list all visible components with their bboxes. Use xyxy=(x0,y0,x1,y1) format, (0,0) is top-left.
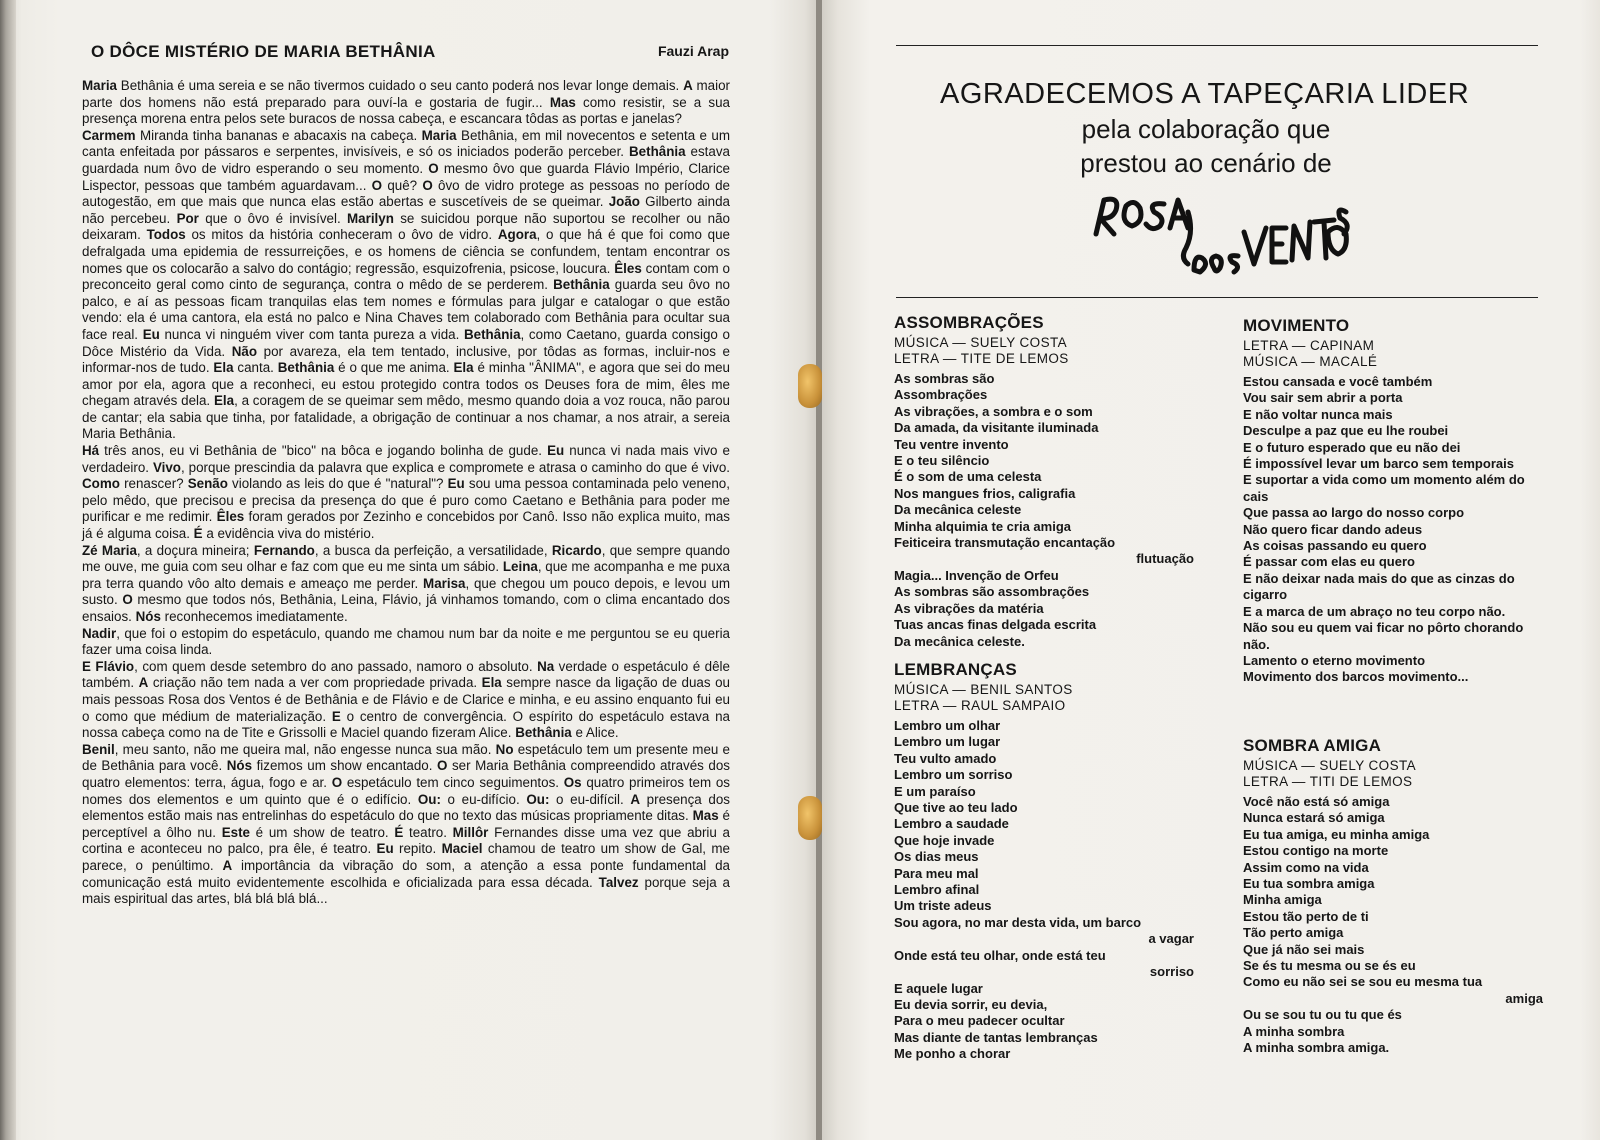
bold-lead-word: Por xyxy=(176,210,199,226)
lyric-line: As sombras são assombrações xyxy=(894,584,1090,600)
paragraph-text: espetáculo tem um presente meu e de Bethânia para você. xyxy=(82,741,731,774)
lyric-line: Mas diante de tantas lembranças xyxy=(894,1029,1098,1045)
paragraph-text: , que foi o estopim do espetáculo, quando me chamou num bar da noite e me perguntou se eu queria fazer uma coisa linda. xyxy=(82,625,730,658)
paragraph-text: Bethânia, em mil novecentos e setenta e um canta enfeitada por pássaros e serpentes, invisíveis, e só os iniciados poderão perceber. xyxy=(82,127,730,160)
lyric-line: Desculpe a paz que eu lhe roubei xyxy=(1243,423,1449,439)
song-lyrics xyxy=(894,371,1194,650)
song-lyrics xyxy=(1243,794,1543,1057)
lyric-line: As vibrações da matéria xyxy=(894,600,1044,616)
lyric-line: Lamento o eterno movimento xyxy=(1243,652,1426,668)
lyric-line: Movimento dos barcos movimento... xyxy=(1243,669,1469,685)
lyric-line: Eu devia sorrir, eu devia, xyxy=(894,996,1048,1012)
lyric-line: Que passa ao largo do nosso corpo xyxy=(1243,505,1465,521)
paragraph-text: os mitos da história conheceram o ôvo de vidro. xyxy=(185,227,498,243)
paragraph-text: contam com o preconceito geral como cinto de segurança, contra o mêdo de se perderem. xyxy=(82,260,730,293)
bold-lead-word: A xyxy=(683,78,693,93)
lyric-line: Para o meu padecer ocultar xyxy=(894,1013,1065,1029)
bold-lead-word: Senão xyxy=(187,476,228,492)
bold-lead-word: Este xyxy=(221,824,250,840)
lyric-line: E o teu silêncio xyxy=(894,453,990,469)
bold-lead-word: Nós xyxy=(135,609,161,624)
bold-lead-word: Mas xyxy=(692,808,719,824)
staple-top xyxy=(798,364,822,408)
lyric-line: sorriso xyxy=(1149,964,1194,980)
bold-lead-word: Maria xyxy=(421,127,457,143)
bold-lead-word: Marisa xyxy=(423,575,466,591)
paragraph-text: teatro. xyxy=(403,824,453,840)
lyric-line: Da mecânica celeste. xyxy=(894,633,1025,649)
song-credit: MÚSICA — SUELY COSTA xyxy=(1243,758,1417,773)
article-paragraph xyxy=(82,659,730,742)
middle-rule xyxy=(896,297,1538,298)
article-paragraph xyxy=(82,742,730,908)
paragraph-text: quê? xyxy=(382,177,423,193)
bold-lead-word: Êles xyxy=(216,509,245,525)
bold-lead-word: Mas xyxy=(549,94,576,110)
bold-lead-word: E Flávio xyxy=(82,658,135,674)
paragraph-text: repito. xyxy=(393,841,442,857)
paragraph-text: Bethânia é uma sereia e se não tivermos cuidado o seu canto poderá nos levar longe demais. xyxy=(116,78,684,93)
bold-lead-word: O xyxy=(422,177,433,193)
paragraph-text: , com quem desde setembro do ano passado, namoro o absoluto. xyxy=(134,658,538,674)
binding-gutter xyxy=(816,0,822,1140)
paragraph-text: o eu-difícil. xyxy=(549,791,631,807)
paragraph-text: , como Caetano, guarda consigo o Dôce Mistério da Vida. xyxy=(82,326,730,359)
bold-lead-word: Há xyxy=(82,443,100,459)
lyric-line: Lembro a saudade xyxy=(894,816,1009,832)
lyric-line: Tão perto amiga xyxy=(1243,925,1344,941)
lyric-line: Se és tu mesma ou se és eu xyxy=(1243,958,1416,974)
lyric-line: Que tive ao teu lado xyxy=(894,800,1018,816)
paragraph-text: , meu santo, não me queira mal, não engesse nunca sua mão. xyxy=(114,741,496,757)
bold-lead-word: Maciel xyxy=(441,841,483,857)
lyric-line: Minha amiga xyxy=(1243,892,1322,908)
song-credit: LETRA — RAUL SAMPAIO xyxy=(894,698,1066,713)
paragraph-text: nunca vi nada mais vivo e verdadeiro. xyxy=(82,443,730,475)
bold-lead-word: O xyxy=(122,592,133,608)
top-rule xyxy=(896,45,1538,46)
paragraph-text: espetáculo tem cinco seguimentos. xyxy=(342,774,564,790)
lyric-line: Que já não sei mais xyxy=(1243,941,1365,957)
bold-lead-word: Eu xyxy=(376,841,394,857)
paragraph-text: reconhecemos imediatamente. xyxy=(160,609,348,624)
bold-lead-word: Ela xyxy=(213,360,234,376)
lyric-line: Lembro um sorriso xyxy=(894,767,1013,783)
bold-lead-word: Ela xyxy=(481,675,502,691)
song-credit: MÚSICA — MACALÉ xyxy=(1243,354,1378,369)
rosa-dos-ventos-logo xyxy=(1090,192,1350,282)
lyric-line: Nunca estará só amiga xyxy=(1243,810,1385,826)
lyric-line: Nos mangues frios, caligrafia xyxy=(894,485,1076,501)
paragraph-text: por avareza, ela tem tentado, inclusive, por tôdas as formas, incluir-nos e informar-nos de tudo. xyxy=(82,343,730,376)
bold-lead-word: No xyxy=(495,741,514,757)
paragraph-text: canta. xyxy=(233,360,278,376)
lyric-line: As coisas passando eu quero xyxy=(1243,538,1427,554)
bold-lead-word: Talvez xyxy=(598,874,639,890)
lyric-line: Não quero ficar dando adeus xyxy=(1243,521,1423,537)
paragraph-text: sempre nasce da ligação de duas ou mais pessoas Rosa dos Ventos é de Bethânia e de Flávio e de Clarice e minha, e eu assino enquanto fui eu o como que médium de materialização. xyxy=(82,675,730,724)
paragraph-text: , que sempre quando me ouve, me guia com seu olhar e faz com que eu me sinta um sábio. xyxy=(82,542,730,575)
lyric-line: Minha alquimia te cria amiga xyxy=(894,518,1071,534)
lyric-line: E não deixar nada mais do que as cinzas do cigarro xyxy=(1243,570,1515,603)
song-assombracoes xyxy=(894,313,1194,650)
lyric-line: Ou se sou tu ou tu que és xyxy=(1243,1007,1402,1023)
lyric-line: E o futuro esperado que eu não dei xyxy=(1243,439,1461,455)
lyric-line: Eu tua amiga, eu minha amiga xyxy=(1243,826,1430,842)
lyric-line: flutuação xyxy=(1136,551,1194,567)
song-credit: LETRA — TITI DE LEMOS xyxy=(1243,774,1413,789)
bold-lead-word: Ricardo xyxy=(551,542,602,558)
lyric-line: Da amada, da visitante iluminada xyxy=(894,420,1099,436)
lyric-line: A minha sombra xyxy=(1243,1023,1345,1039)
bold-lead-word: O xyxy=(331,774,343,790)
bold-lead-word: Na xyxy=(537,658,555,674)
bold-lead-word: Agora xyxy=(497,227,537,243)
article-paragraph xyxy=(82,543,730,626)
bold-lead-word: O xyxy=(371,177,383,193)
lyric-line: É o som de uma celesta xyxy=(894,469,1042,485)
bold-lead-word: O xyxy=(437,758,448,774)
bold-lead-word: Vivo xyxy=(152,459,181,475)
lyric-line: E suportar a vida como um momento além do cais xyxy=(1243,472,1525,504)
lyric-line: a vagar xyxy=(1148,931,1194,947)
paragraph-text: maior parte dos homens não está preparado para ouví-la e gostaria de fugir... xyxy=(82,78,730,110)
song-credit: LETRA — TITE DE LEMOS xyxy=(894,351,1069,366)
song-title: LEMBRANÇAS xyxy=(894,660,1017,679)
song-sombra-amiga xyxy=(1243,736,1543,1057)
bold-lead-word: Ou: xyxy=(417,791,441,807)
bold-lead-word: Fernando xyxy=(253,542,315,558)
paragraph-text: e Alice. xyxy=(571,725,619,741)
bold-lead-word: Marilyn xyxy=(347,210,394,226)
paragraph-text: o eu-difício. xyxy=(440,791,527,807)
song-credit: MÚSICA — BENIL SANTOS xyxy=(894,682,1073,697)
lyric-line: Magia... Invenção de Orfeu xyxy=(894,567,1059,583)
paragraph-text: importância da vibração do som, a atenção a essa ponte fundamental da comunicação está muito evidentemente escolhida e oficializada para essa década. xyxy=(82,857,730,890)
lyric-line: As sombras são xyxy=(894,371,995,386)
paragraph-text: , a busca da perfeição, a versatilidade, xyxy=(314,542,552,558)
bold-lead-word: Nós xyxy=(226,758,253,774)
song-credit: LETRA — CAPINAM xyxy=(1243,338,1375,353)
lyric-line: A minha sombra amiga. xyxy=(1243,1040,1390,1056)
paragraph-text: a evidência viva do mistério. xyxy=(202,526,375,542)
article-paragraph xyxy=(82,443,730,543)
bold-lead-word: Nadir xyxy=(82,625,117,641)
bold-lead-word: Carmem xyxy=(82,127,136,143)
lyric-line: Você não está só amiga xyxy=(1243,794,1390,809)
page-edge xyxy=(0,0,16,1140)
bold-lead-word: Eu xyxy=(447,476,465,492)
article-body xyxy=(82,78,730,908)
paragraph-text: ser Maria Bethânia compreendido através dos quatro elementos: terra, água, fogo e ar. xyxy=(82,758,730,790)
bold-lead-word: O xyxy=(428,160,439,176)
lyric-line: E um paraíso xyxy=(894,783,976,799)
lyric-line: E não voltar nunca mais xyxy=(1243,406,1393,422)
paragraph-text: fizemos um show encantado. xyxy=(252,758,438,774)
bold-lead-word: Zé Maria xyxy=(82,542,137,558)
bold-lead-word: Ela xyxy=(453,360,474,376)
paragraph-text: se suicidou porque não suportou se recolher ou não deixaram. xyxy=(82,210,731,243)
paragraph-text: Fernandes disse uma vez que abriu a cortina e aconteceu no palco, pra êle, é teatro. xyxy=(82,824,730,857)
lyric-line: Da mecânica celeste xyxy=(894,502,1022,518)
lyric-line: Os dias meus xyxy=(894,849,979,865)
article-paragraph xyxy=(82,128,730,443)
lyric-line: Tuas ancas finas delgada escrita xyxy=(894,617,1097,633)
paragraph-text: renascer? xyxy=(119,476,188,492)
article-paragraph xyxy=(82,78,730,128)
song-lyrics xyxy=(1243,374,1543,686)
bold-lead-word: Êles xyxy=(614,260,642,276)
paragraph-text: o centro de convergência. O espírito do espetáculo estava na nossa cabeça como na de Tite e Grissolli e Maciel quando fizeram Alice. xyxy=(82,708,730,741)
bold-lead-word: Eu xyxy=(547,443,565,459)
article-paragraph xyxy=(82,626,730,659)
bold-lead-word: Ou: xyxy=(526,791,550,807)
bold-lead-word: Como xyxy=(82,476,120,492)
bold-lead-word: A xyxy=(138,675,149,691)
song-title: ASSOMBRAÇÕES xyxy=(894,313,1044,332)
lyric-line: E aquele lugar xyxy=(894,980,983,996)
lyric-line: Lembro afinal xyxy=(894,882,980,898)
lyric-line: Me ponho a chorar xyxy=(894,1046,1011,1062)
bold-lead-word: Millôr xyxy=(452,824,489,840)
lyric-line: As vibrações, a sombra e o som xyxy=(894,403,1093,419)
article-title: O DÔCE MISTÉRIO DE MARIA BETHÂNIA xyxy=(91,42,436,61)
paragraph-text: , porque prescindia da palavra que explica e compromete e atrasa o caminho do que é vivo. xyxy=(180,459,731,475)
bold-lead-word: Não xyxy=(231,343,258,359)
paragraph-text: verdade o espetáculo é dêle também. xyxy=(82,658,730,691)
bold-lead-word: É xyxy=(394,824,404,840)
paragraph-text: que o ôvo é invisível. xyxy=(198,210,348,226)
acknowledgement-line-1: AGRADECEMOS A TAPEÇARIA LIDER xyxy=(940,78,1470,110)
lyric-line: E a marca de um abraço no teu corpo não. xyxy=(1243,603,1506,619)
paragraph-text: Gilberto ainda não percebeu. xyxy=(82,194,730,226)
lyric-line: Um triste adeus xyxy=(894,898,992,914)
bold-lead-word: Eu xyxy=(142,326,160,342)
lyric-line: Estou contigo na morte xyxy=(1243,843,1389,859)
paragraph-text: estava guardada num ôvo de vidro esperando o seu momento. xyxy=(82,144,730,176)
lyric-line: Lembro um olhar xyxy=(894,718,1001,733)
lyric-line: Eu tua sombra amiga xyxy=(1243,876,1375,892)
bold-lead-word: Bethânia xyxy=(463,326,521,342)
paragraph-text: , a coragem de se queimar sem mêdo, mesmo quando doia a voz rouca, não parou de cantar; ela sabia que tinha, por fatalidade, a obrigação de continuar a nos chamar, a nos atrair, a sereia Maria Bethânia. xyxy=(82,393,731,442)
paragraph-text: violando as leis do que é "natural"? xyxy=(227,476,448,492)
bold-lead-word: A xyxy=(630,791,641,807)
bold-lead-word: E xyxy=(331,708,341,724)
lyric-line: Não sou eu quem vai ficar no pôrto chorando não. xyxy=(1243,620,1524,652)
bold-lead-word: João xyxy=(608,194,640,210)
paragraph-text: mesmo ôvo que guarda Flávio Império, Clarice Lispector, pessoas que também aguardavam... xyxy=(82,160,730,193)
song-credit: MÚSICA — SUELY COSTA xyxy=(894,335,1068,350)
paragraph-text: , a doçura mineira; xyxy=(136,542,254,558)
article-author: Fauzi Arap xyxy=(657,43,729,59)
bold-lead-word: Maria xyxy=(82,78,117,93)
lyric-line: Vou sair sem abrir a porta xyxy=(1243,390,1403,406)
bold-lead-word: Ela xyxy=(213,393,235,409)
lyric-line: Assim como na vida xyxy=(1243,859,1369,875)
paragraph-text: presença dos elementos estão mais nas entrelinhas do espetáculo do que no texto das músicas propriamente ditas. xyxy=(82,791,730,824)
lyric-line: Teu ventre invento xyxy=(894,436,1009,452)
paragraph-text: , que chegou um pouco depois, e levou um susto. xyxy=(82,575,730,608)
lyric-line: Assombrações xyxy=(894,387,988,403)
paragraph-text: ôvo de vidro protege as pessoas no período de autogestão, em que mais que nunca elas estão abertas e suscetíveis de se queimar. xyxy=(82,177,731,210)
bold-lead-word: É xyxy=(193,526,203,542)
bold-lead-word: A xyxy=(222,857,233,873)
paragraph-text: mesmo que todos nós, Bethânia, Leina, Flávio, já vinhamos tomando, com o clima encantado dos ensaios. xyxy=(82,592,730,624)
bold-lead-word: Bethânia xyxy=(515,725,572,741)
lyric-line: Lembro um lugar xyxy=(894,734,1001,750)
paragraph-text: quatro primeiros tem os nomes dos elementos e um quinto que é o edifício. xyxy=(82,774,730,807)
paragraph-text: Miranda tinha bananas e abacaxis na cabeça. xyxy=(135,127,422,143)
paragraph-text: é perceptível a ôlho nu. xyxy=(82,808,730,840)
song-title: MOVIMENTO xyxy=(1243,316,1350,335)
bold-lead-word: Os xyxy=(563,774,582,790)
lyric-line: Feiticeira transmutação encantação xyxy=(894,535,1116,551)
song-title: SOMBRA AMIGA xyxy=(1243,736,1382,755)
lyric-line: Estou cansada e você também xyxy=(1243,374,1433,389)
paragraph-text: , que me acompanha e me puxa pra terra quando vôo alto demais e ameaço me perder. xyxy=(82,559,730,591)
lyric-line: Estou tão perto de ti xyxy=(1243,908,1369,924)
bold-lead-word: Bethânia xyxy=(277,360,335,376)
lyric-line: Para meu mal xyxy=(894,865,979,881)
paragraph-text: porque seja a mais espiritual das artes, blá blá blá blá... xyxy=(82,874,730,907)
bold-lead-word: Bethânia xyxy=(553,277,610,293)
lyric-line: amiga xyxy=(1505,990,1543,1006)
paragraph-text: como resistir, se a sua presença morena entra pelos sete buracos de nossa cabeça, e escancara tôdas as portas e janelas? xyxy=(82,94,731,127)
article-header xyxy=(91,42,729,66)
song-lyrics xyxy=(894,718,1194,1063)
lyric-line: Onde está teu olhar, onde está teu xyxy=(894,947,1106,963)
lyric-line: É impossível levar um barco sem temporais xyxy=(1243,456,1514,472)
lyric-line: É passar com elas eu quero xyxy=(1243,554,1415,570)
lyric-line: Sou agora, no mar desta vida, um barco xyxy=(894,914,1142,930)
lyric-line: Que hoje invade xyxy=(894,832,995,848)
paragraph-text: criação não tem nada a ver com propriedade privada. xyxy=(148,675,482,691)
paragraph-text: é o que me anima. xyxy=(334,360,454,376)
lyric-line: Como eu não sei se sou eu mesma tua xyxy=(1243,974,1483,990)
paragraph-text: três anos, eu vi Bethânia de "bico" na bôca e jogando bolinha de gude. xyxy=(99,443,548,459)
paragraph-text: nunca vi ninguém viver com tanta pureza a vida. xyxy=(159,326,464,342)
paragraph-text: foram gerados por Zezinho e concebidos por Canô. Isso não explica muito, mas já é alguma coisa. xyxy=(82,509,730,542)
bold-lead-word: Benil xyxy=(82,741,115,757)
song-movimento xyxy=(1243,316,1543,686)
paragraph-text: , o que há é que foi como que defralgada uma epidemia de ressurreições, e os homens de ciência se confundem, tentam encontrar os nomes que os colocarão a salvo do contágio; regressão, esquizofrenia, psicose, loucura. xyxy=(82,227,731,276)
paragraph-text: sou uma pessoa contaminada pelo veneno, pelo mêdo, que precisou e precisa da presença do que é puro como Caetano e Bethânia para poder me purificar e me redimir. xyxy=(82,476,730,525)
bold-lead-word: Leina xyxy=(502,559,538,575)
bold-lead-word: Bethânia xyxy=(629,144,686,160)
paragraph-text: é um show de teatro. xyxy=(249,824,395,840)
bold-lead-word: Todos xyxy=(146,227,186,243)
staple-bottom xyxy=(798,796,822,840)
acknowledgement-line-3: prestou ao cenário de xyxy=(1080,148,1332,178)
paragraph-text: guarda seu ôvo no palco, e aí as pessoas ficam tranquilas elas tem nomes e fórmulas para julgar e catalogar o que estão vendo: ela é uma cantora, ela está no palco e Nina Chaves tem colaborado com Bethânia para ocultar sua face real. xyxy=(82,277,730,342)
paragraph-text: é minha "ÂNIMA", e agora que sei do meu amor por ela, agora que a reconheci, eu estou protegido contra todos os Deuses fora de mim, êles me chegam através dela. xyxy=(82,360,731,409)
acknowledgement-line-2: pela colaboração que xyxy=(1081,114,1331,144)
paragraph-text: chamou de teatro um show de Gal, me parece, o penúltimo. xyxy=(82,841,730,873)
lyric-line: Teu vulto amado xyxy=(894,750,997,766)
song-lembrancas xyxy=(894,660,1194,1063)
